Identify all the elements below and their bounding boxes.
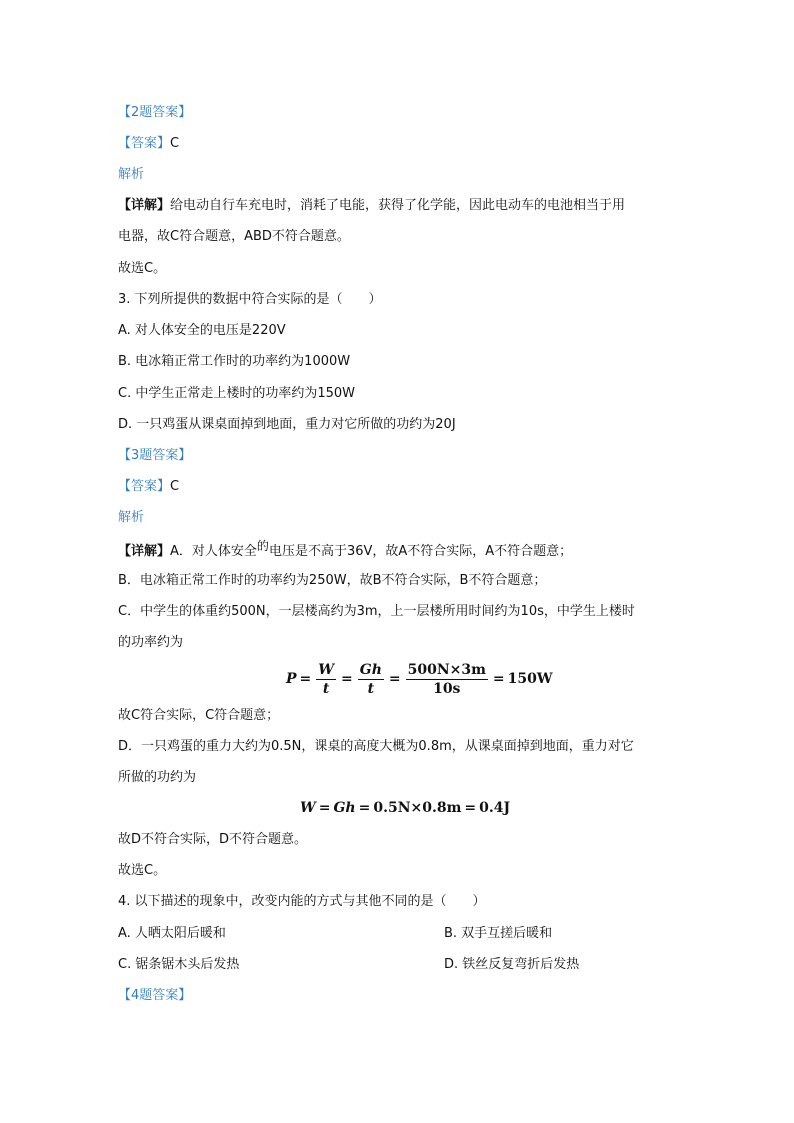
formula2-eq2: = [358, 800, 371, 816]
q4-option-d: D. 铁丝反复弯折后发热 [444, 957, 580, 972]
q4-option-a: A. 人晒太阳后暖和 [118, 926, 226, 941]
formula1-f3-den: 10s [433, 680, 461, 697]
formula2-eq1: = [318, 800, 331, 816]
q3-option-d: D. 一只鸡蛋从课桌面掉到地面，重力对它所做的功约为20J [118, 417, 456, 432]
formula2-result: 0.4J [479, 800, 511, 816]
q4-answer-header: 【4题答案】 [118, 988, 192, 1003]
q4-option-b: B. 双手互搓后暖和 [444, 926, 553, 941]
q3-option-b: B. 电冰箱正常工作时的功率约为1000W [118, 354, 351, 369]
q3-detail-a-text1: A．对人体安全 [170, 544, 257, 559]
q3-detail-c1: C．中学生的体重约500N，一层楼高约为3m，上一层楼所用时间约为10s，中学生上楼时 [118, 604, 635, 619]
q2-answer-header: 【2题答案】 [118, 105, 192, 120]
formula1-eq1: = [299, 671, 312, 687]
q2-answer-tag: 【答案】 [118, 136, 171, 151]
q2-detail-line1 [118, 197, 625, 215]
formula1-frac-wt [316, 662, 336, 697]
q3-option-a: A. 对人体安全的电压是220V [118, 323, 286, 338]
formula1-eq2: = [341, 671, 353, 687]
formula1-f1-num: W [318, 661, 334, 678]
power-formula [286, 660, 553, 698]
q3-detail-tag: 【详解】 [118, 544, 171, 559]
q3-detail-c3: 故C符合实际，C符合题意； [118, 708, 280, 723]
formula2-gh: Gh [333, 800, 356, 816]
q2-detail-tag: 【详解】 [118, 198, 171, 213]
q3-answer-tag: 【答案】 [118, 479, 171, 494]
q3-analysis-label: 解析 [118, 510, 145, 525]
q3-option-c: C. 中学生正常走上楼时的功率约为150W [118, 386, 356, 401]
q2-detail-text1: 给电动自行车充电时，消耗了电能，获得了化学能，因此电动车的电池相当于用 [170, 198, 626, 213]
q3-detail-a [118, 539, 573, 561]
formula1-result: 150W [507, 671, 553, 687]
q2-answer-value: C [170, 136, 180, 151]
q3-answer-value: C [170, 479, 180, 494]
q3-detail-c2: 的功率约为 [118, 635, 184, 650]
formula1-f3-num: 500N×3m [407, 661, 486, 678]
q4-stem: 4. 以下描述的现象中，改变内能的方式与其他不同的是（ ） [118, 894, 486, 909]
formula1-frac-ght [358, 662, 384, 697]
q3-answer-header: 【3题答案】 [118, 448, 192, 463]
formula2-lhs: W [300, 800, 316, 816]
q2-detail-line2: 电器，故C符合题意，ABD不符合题意。 [118, 229, 350, 244]
q3-detail-d2: 所做的功约为 [118, 770, 197, 785]
formula1-frac-values [406, 662, 488, 697]
q3-detail-a-de: 的 [256, 539, 269, 553]
q2-analysis-label: 解析 [118, 167, 145, 182]
q3-detail-b: B．电冰箱正常工作时的功率约为250W，故B不符合实际，B不符合题意； [118, 573, 547, 588]
formula1-eq4: = [492, 671, 505, 687]
work-formula [300, 798, 510, 818]
q3-detail-d1: D．一只鸡蛋的重力大约为0.5N，课桌的高度大概为0.8m，从课桌面掉到地面，重力对它 [118, 739, 634, 754]
q3-answer-line [118, 478, 179, 496]
formula2-expr: 0.5N×0.8m [373, 800, 462, 816]
q3-detail-a-text2: 电压是不高于36V，故A不符合实际，A不符合题意； [268, 544, 573, 559]
q3-conclusion: 故选C。 [118, 863, 167, 878]
q4-option-c: C. 锯条锯木头后发热 [118, 957, 240, 972]
q3-detail-d3: 故D不符合实际，D不符合题意。 [118, 832, 308, 847]
q2-conclusion: 故选C。 [118, 261, 167, 276]
q2-answer-line [118, 135, 179, 153]
formula1-eq3: = [388, 671, 401, 687]
q3-stem: 3. 下列所提供的数据中符合实际的是（ ） [118, 292, 382, 307]
formula2-eq3: = [464, 800, 477, 816]
formula1-f1-den: t [322, 680, 330, 697]
formula1-f2-den: t [367, 680, 375, 697]
formula1-lhs: P [286, 671, 297, 687]
formula1-f2-num: Gh [359, 661, 382, 678]
